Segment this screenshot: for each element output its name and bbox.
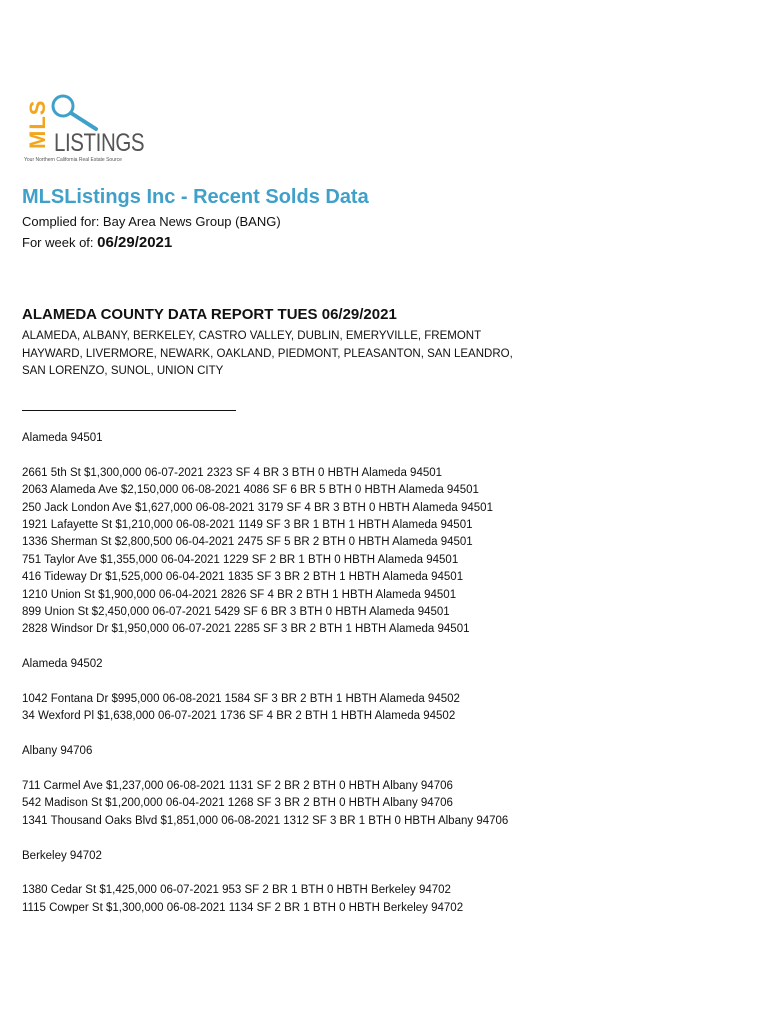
sale-row: 1341 Thousand Oaks Blvd $1,851,000 06-08-2021 1312 SF 3 BR 1 BTH 0 HBTH Albany 94706 [22, 814, 509, 827]
sale-row: 34 Wexford Pl $1,638,000 06-07-2021 1736 SF 4 BR 2 BTH 1 HBTH Alameda 94502 [22, 710, 456, 723]
mlslistings-logo [22, 93, 152, 165]
sale-row: 1115 Cowper St $1,300,000 06-08-2021 1134 SF 2 BR 1 BTH 0 HBTH Berkeley 94702 [22, 901, 464, 914]
sale-row: 542 Madison St $1,200,000 06-04-2021 1268 SF 3 BR 2 BTH 0 HBTH Albany 94706 [22, 797, 453, 810]
sale-row: 1042 Fontana Dr $995,000 06-08-2021 1584 SF 3 BR 2 BTH 1 HBTH Alameda 94502 [22, 693, 460, 706]
divider-rule [22, 410, 236, 411]
report-title: ALAMEDA COUNTY DATA REPORT TUES 06/29/2021 [22, 306, 397, 323]
section-heading: Berkeley 94702 [22, 849, 102, 862]
document-title: MLSListings Inc - Recent Solds Data [22, 186, 369, 208]
compiled-for: Complied for: Bay Area News Group (BANG) [22, 214, 281, 229]
sale-row: 1336 Sherman St $2,800,500 06-04-2021 2475 SF 5 BR 2 BTH 0 HBTH Alameda 94501 [22, 536, 473, 549]
sale-row: 2828 Windsor Dr $1,950,000 06-07-2021 2285 SF 3 BR 2 BTH 1 HBTH Alameda 94501 [22, 623, 470, 636]
city-list [22, 328, 513, 381]
sale-row: 2063 Alameda Ave $2,150,000 06-08-2021 4086 SF 6 BR 5 BTH 0 HBTH Alameda 94501 [22, 484, 479, 497]
city-line: ALAMEDA, ALBANY, BERKELEY, CASTRO VALLEY, DUBLIN, EMERYVILLE, FREMONT [22, 330, 482, 342]
sale-row: 1380 Cedar St $1,425,000 06-07-2021 953 SF 2 BR 1 BTH 0 HBTH Berkeley 94702 [22, 884, 451, 897]
sale-row: 2661 5th St $1,300,000 06-07-2021 2323 SF 4 BR 3 BTH 0 HBTH Alameda 94501 [22, 466, 443, 479]
week-date: 06/29/2021 [97, 234, 173, 251]
section-heading: Albany 94706 [22, 745, 93, 758]
sale-row: 1921 Lafayette St $1,210,000 06-08-2021 1149 SF 3 BR 1 BTH 1 HBTH Alameda 94501 [22, 519, 473, 532]
week-separator: : [89, 235, 98, 250]
week-label: For week of [22, 235, 90, 250]
sale-row: 250 Jack London Ave $1,627,000 06-08-2021 3179 SF 4 BR 3 BTH 0 HBTH Alameda 94501 [22, 501, 493, 514]
logo-wordmark: LISTINGS [54, 129, 145, 157]
city-line: HAYWARD, LIVERMORE, NEWARK, OAKLAND, PIEDMONT, PLEASANTON, SAN LEANDRO, [22, 347, 513, 360]
sale-row: 899 Union St $2,450,000 06-07-2021 5429 SF 6 BR 3 BTH 0 HBTH Alameda 94501 [22, 606, 450, 619]
section-heading: Alameda 94501 [22, 432, 103, 444]
logo-mls-mark: MLS [25, 99, 50, 149]
sale-row: 711 Carmel Ave $1,237,000 06-08-2021 1131 SF 2 BR 2 BTH 0 HBTH Albany 94706 [22, 780, 453, 793]
sale-row: 751 Taylor Ave $1,355,000 06-04-2021 1229 SF 2 BR 1 BTH 0 HBTH Alameda 94501 [22, 553, 459, 566]
sale-row: 416 Tideway Dr $1,525,000 06-04-2021 1835 SF 3 BR 2 BTH 1 HBTH Alameda 94501 [22, 571, 464, 584]
sale-row: 1210 Union St $1,900,000 06-04-2021 2826 SF 4 BR 2 BTH 1 HBTH Alameda 94501 [22, 588, 457, 601]
week-of [22, 234, 172, 251]
logo-tagline: Your Northern California Real Estate Source [24, 157, 122, 163]
sales-listing [22, 430, 508, 917]
magnifying-glass-icon [50, 93, 102, 133]
city-line: SAN LORENZO, SUNOL, UNION CITY [22, 365, 224, 377]
section-heading: Alameda 94502 [22, 658, 103, 671]
